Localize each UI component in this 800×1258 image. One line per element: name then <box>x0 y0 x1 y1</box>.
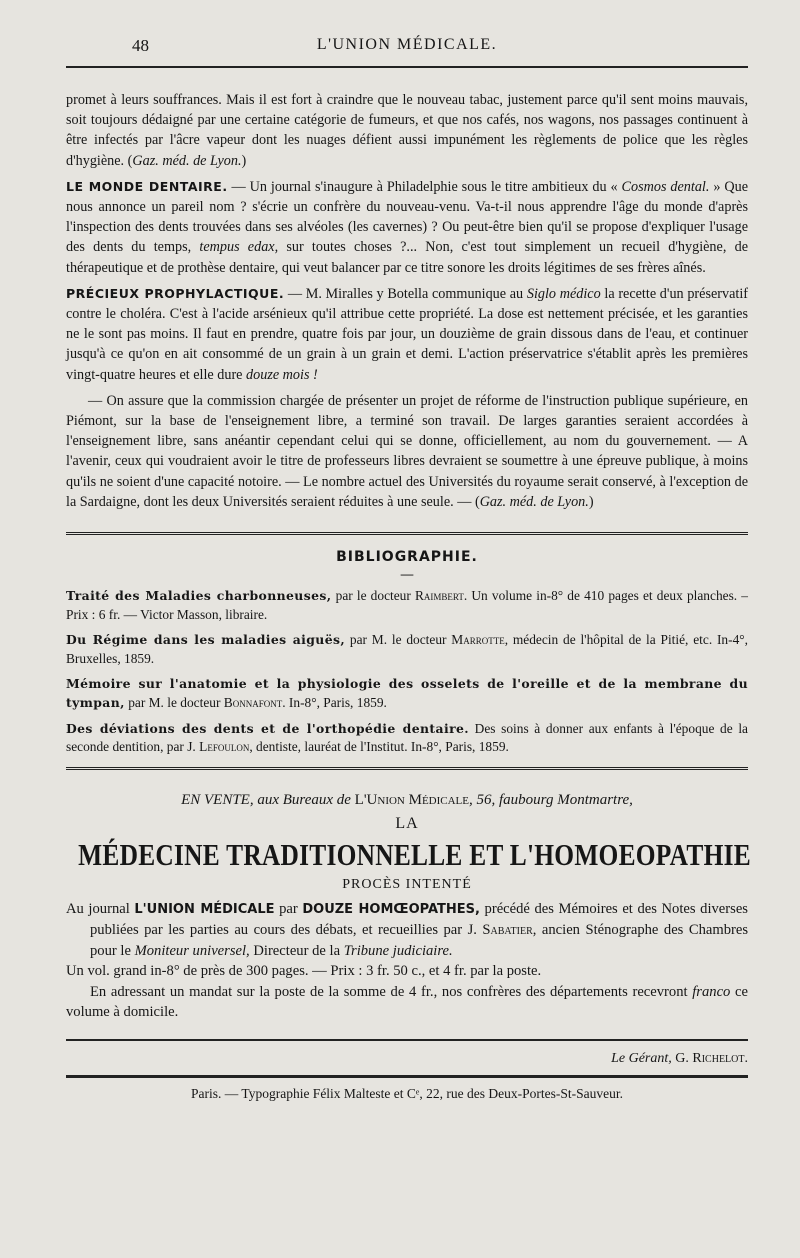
paragraph-text: la recette d'un préservatif contre le choléra. C'est à l'acide arsénieux qu'il attribue cette propriété. La dose est nettement précisée, et les garanties ne le sont pas moins. Il faut en prendre, quatre fois par jour, un douzième de grain dissous dans de l'eau, et continuer jusqu'à ce qu'on en ait consommé de un grain à un grain et demi. L'action préservatrice s'établit après les premières vingt-quatre heures et elle dure <box>66 285 748 383</box>
advert-title: MÉDECINE TRADITIONNELLE ET L'HOMOEOPATHIE <box>78 836 751 872</box>
paragraph-text: promet à leurs souffrances. Mais il est fort à craindre que le nouveau tabac, justement parce qu'il sent moins mauvais, soit toujours dédaigné par une certaine catégorie de fumeurs, et que nos cafés, nos wagons, nos passages continuent à être infectés par l'âcre vapeur dont les nuages défient aussi impunément les règlements de police que les règles d'hygiène. ( <box>66 92 748 169</box>
journal-title: Cosmos dental. <box>621 178 710 195</box>
biblio-entry <box>66 720 748 757</box>
article-body <box>66 90 748 512</box>
section-heading: PRÉCIEUX PROPHYLACTIQUE. <box>66 285 285 301</box>
citation-close: ) <box>588 493 594 510</box>
title-dash: — <box>400 567 414 584</box>
emphasis: douze mois ! <box>246 366 318 383</box>
book-title: Mémoire sur l'anatomie et la physiologie des osselets de l'oreille et de la membrane du tympan, <box>66 676 748 711</box>
citation: Gaz. méd. de Lyon. <box>479 493 589 510</box>
bibliography-list <box>66 587 748 757</box>
page-number: 48 <box>132 36 149 55</box>
entry-text: par M. le docteur <box>124 695 224 711</box>
vente-line <box>66 792 748 809</box>
section-heading: LE MONDE DENTAIRE. <box>66 178 228 194</box>
author-name: Bonnafont <box>223 695 283 711</box>
author-name: Sabatier <box>482 922 533 939</box>
journal-title: Siglo médico <box>526 285 601 302</box>
paragraph-text: — Un journal s'inaugure à Philadelphie sous le titre ambitieux du « <box>227 178 622 195</box>
gerant-label: Le Gérant, <box>611 1050 672 1066</box>
paragraph-piemont <box>66 391 748 512</box>
advert-price: Un vol. grand in-8° de près de 300 pages. — Prix : 3 fr. 50 c., et 4 fr. par la poste. <box>66 963 542 980</box>
journal-title: Moniteur universel, <box>134 942 250 959</box>
journal-name: L'Union Médicale <box>354 791 469 808</box>
ad-text: , ancien Sténographe des Chambres pour le <box>90 922 749 959</box>
header-rule <box>66 66 748 68</box>
citation: Gaz. méd. de Lyon. <box>132 152 242 169</box>
author-name: Marrotte <box>451 632 505 648</box>
ad-text: ce volume à domicile. <box>66 983 749 1021</box>
paragraph-tabac <box>66 90 748 171</box>
entry-text: , dentiste, lauréat de l'Institut. In-8°, Paris, 1859. <box>249 739 509 755</box>
vente-text: EN VENTE, aux Bureaux de <box>181 791 355 808</box>
biblio-entry <box>66 675 748 712</box>
advert-description <box>66 899 748 962</box>
journal-name: L'UNION MÉDICALE <box>134 901 275 917</box>
author-name: Lefoulon <box>199 739 250 755</box>
author-name: Raimbert <box>414 588 464 604</box>
entry-text: , médecin de l'hôpital de la Pitié, etc. In-4°, Bruxelles, 1859. <box>66 632 748 666</box>
page-header <box>66 0 748 58</box>
emphasis: franco <box>692 983 731 1000</box>
book-title: Du Régime dans les maladies aiguës, <box>66 632 346 648</box>
ad-text: précédé des Mémoires et des Notes diverses publiées par les parties au cours des débats, et recueillies par J. <box>90 900 748 939</box>
entry-text: par le docteur <box>331 588 415 604</box>
advert-subtitle: PROCÈS INTENTÉ <box>342 876 472 892</box>
paragraph-text: — On assure que la commission chargée de présenter un projet de réforme de l'instruction publique supérieure, en Piémont, sur la base de l'enseignement libre, a terminé son travail. De larges garanties seraient accordées à l'enseignement libre, sans anéantir cependant celui qui se donne, officiellement, au nom du gouvernement. — A l'avenir, ceux qui voudraient avoir le titre de professeurs libres devraient se soumettre à une épreuve publique, à moins qu'ils ne soient d'une capacité notoire. — Le nombre actuel des Universités du royaume serait conservé, à l'exception de la Sardaigne, dont les deux Universités seraient réduites à une seule. — ( <box>66 392 748 510</box>
advert-order <box>66 982 748 1023</box>
advert-article: LA <box>395 814 419 832</box>
gerant-line <box>66 1051 748 1067</box>
advert-rule <box>66 767 748 770</box>
advert-body <box>66 899 748 1023</box>
biblio-entry <box>66 587 748 624</box>
paragraph-monde-dentaire <box>66 177 748 278</box>
printer-line: Paris. — Typographie Félix Malteste et Cᵉ, 22, rue des Deux-Portes-St-Sauveur. <box>191 1085 623 1101</box>
paragraph-precieux <box>66 284 748 385</box>
biblio-entry <box>66 631 748 668</box>
ad-text: Au journal <box>66 900 135 917</box>
ad-text: Directeur de la <box>249 942 344 959</box>
running-head: L'UNION MÉDICALE. <box>316 36 498 53</box>
entry-text: . Un volume in-8° de 410 pages et deux planches. – Prix : 6 fr. — Victor Masson, libraire. <box>66 588 748 622</box>
paragraph-text: — M. Miralles y Botella communique au <box>284 285 527 302</box>
emphasis: DOUZE HOMŒOPATHES, <box>302 901 480 917</box>
paragraph-text: sur toutes choses ?... Non, c'est tout simplement un recueil d'hygiène, de thérapeutique et de prothèse dentaire, qui veut balancer par ce titre sonore les droits légitimes de ses frères aînés. <box>66 239 748 276</box>
gerant-name: G. Richelot. <box>675 1050 748 1066</box>
latin-phrase: tempus edax, <box>199 239 279 256</box>
bibliographie-title: BIBLIOGRAPHIE. <box>336 549 478 566</box>
entry-text: Des soins à donner aux enfants à l'époque de la seconde dentition, par J. <box>66 720 748 755</box>
citation-close: ) <box>241 152 247 169</box>
book-title: Des déviations des dents et de l'orthopédie dentaire. <box>66 720 470 736</box>
footer-rule <box>66 1039 748 1041</box>
paragraph-text: » Que nous annonce un pareil nom ? s'écrie un confrère du nouveau-venu. Va-t-il nous apprendre l'âge du monde d'après l'inspection des dents trouvées dans ses alvéoles (les cavernes) ? Ou peut-être bien qu'il se propose d'expliquer l'usage des dents du temps, <box>66 178 748 256</box>
vente-address: , 56, faubourg Montmartre, <box>469 791 633 808</box>
footer-rule-bottom <box>66 1075 748 1078</box>
section-rule <box>66 532 748 535</box>
journal-title: Tribune judiciaire. <box>343 942 453 959</box>
entry-text: par M. le docteur <box>345 632 452 648</box>
entry-text: . In-8°, Paris, 1859. <box>282 695 387 711</box>
ad-text: En adressant un mandat sur la poste de la somme de 4 fr., nos confrères des départements recevront <box>90 983 693 1000</box>
book-title: Traité des Maladies charbonneuses, <box>66 588 332 604</box>
ad-text: par <box>274 900 303 917</box>
